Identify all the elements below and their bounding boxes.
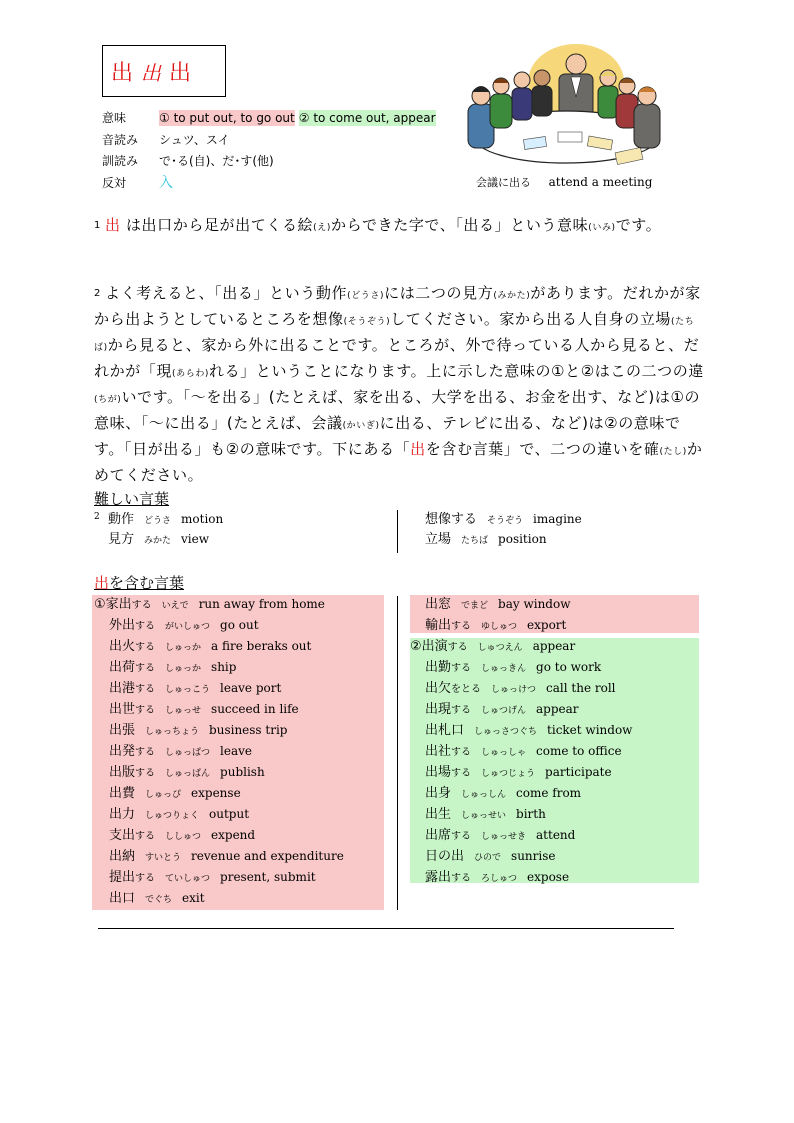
paragraph-2-text: から見ると、家から外に出ることです。ところが、外で待っている人から見ると、だれかが「現 (94, 336, 700, 380)
furigana: (そうぞう) (343, 317, 391, 327)
paragraph-2-text: があります。だれかが家から出ようとしているところを想像 (94, 284, 701, 328)
english: appear (536, 702, 579, 716)
word: 家出 (105, 597, 132, 612)
reading: しゅっきん (481, 664, 527, 674)
list-item (425, 657, 601, 678)
okurigana: する (135, 747, 156, 758)
english: sunrise (511, 849, 556, 863)
word: 出荷 (109, 660, 136, 675)
english: leave port (220, 681, 282, 695)
reading: ていしゅつ (165, 874, 211, 884)
reading: しゅっぱん (165, 769, 211, 779)
word: 出席 (425, 828, 452, 843)
reading: ろしゅつ (481, 874, 518, 884)
list-item (425, 699, 579, 720)
english: ticket window (547, 723, 633, 737)
reading: しゅっぱつ (165, 748, 211, 758)
paragraph-1-text-c: です。 (615, 216, 662, 234)
furigana: (え) (313, 223, 331, 233)
word: 出口 (109, 891, 136, 906)
list-item (109, 699, 299, 720)
word: 出張 (109, 723, 136, 738)
okurigana: する (135, 663, 156, 674)
reading: しゅっせい (461, 811, 507, 821)
okurigana: する (135, 621, 156, 632)
paragraph-2-text: には二つの見方 (384, 284, 494, 302)
list-item (109, 615, 259, 636)
word: 出生 (425, 807, 452, 822)
okurigana: する (135, 705, 156, 716)
difficult-words-title: 難しい言葉 (94, 490, 170, 508)
caption-jp: 会議に出る (476, 176, 531, 189)
english: succeed in life (211, 702, 299, 716)
word: 外出 (109, 618, 136, 633)
kanji-box (102, 45, 226, 97)
okurigana: する (451, 705, 472, 716)
english: output (209, 807, 250, 821)
list-item (109, 846, 344, 867)
english: come from (516, 786, 582, 800)
list-item (109, 678, 281, 699)
list-item (425, 783, 581, 804)
reading: しゅっしゃ (481, 748, 527, 758)
paragraph-2-text: を含む言葉」で、二つの違いを確 (425, 440, 660, 458)
meeting-illustration (466, 42, 662, 170)
kanji-square: 出 (169, 60, 192, 86)
furigana: (たし) (659, 447, 687, 457)
words-title-rest: を含む言葉 (109, 574, 185, 592)
word: 出港 (109, 681, 136, 696)
difficult-divider (397, 510, 398, 553)
english: attend (536, 828, 576, 842)
words-title (94, 572, 184, 593)
english: imagine (533, 512, 582, 526)
english: call the roll (546, 681, 616, 695)
paragraph-2-text: いです。「～を出る」(たとえば、家を出る、大学を出る、お金を出す、など)は①の意味、「～に出る」(たとえば、会議 (94, 388, 701, 432)
furigana: (どうさ) (347, 291, 385, 301)
word: 想像する (425, 512, 478, 527)
word: 出社 (425, 744, 452, 759)
caption-en: attend a meeting (548, 175, 653, 189)
paragraph-2-text: れる」ということになります。上に示した意味の①と②はこの二つの違 (209, 362, 704, 380)
word: 出世 (109, 702, 136, 717)
word: 露出 (425, 870, 452, 885)
word: 提出 (109, 870, 136, 885)
english: revenue and expenditure (191, 849, 344, 863)
list-item (425, 762, 612, 783)
words-title-key: 出 (94, 574, 110, 592)
english: go to work (536, 660, 602, 674)
word: 出力 (109, 807, 136, 822)
english: come to office (536, 744, 622, 758)
english: view (181, 532, 210, 546)
list-item (109, 804, 249, 825)
reading: いえで (161, 601, 189, 611)
okurigana: する (131, 600, 152, 611)
english: expense (191, 786, 241, 800)
list-item (425, 720, 632, 741)
furigana: (ちが) (94, 395, 122, 405)
okurigana: する (451, 747, 472, 758)
word: 日の出 (425, 849, 465, 864)
word: 立場 (425, 532, 452, 547)
okurigana: をとる (451, 684, 482, 695)
list-item (425, 846, 555, 867)
list-item (425, 615, 566, 636)
paragraph-2-key: 出 (410, 440, 426, 458)
english: present, submit (220, 870, 316, 884)
reading: ゆしゅつ (481, 622, 518, 632)
list-item (425, 825, 575, 846)
list-item (109, 762, 265, 783)
word: 出演 (421, 639, 448, 654)
english: run away from home (198, 597, 325, 611)
difficult-right-1 (425, 529, 547, 550)
reading: しゅつげん (481, 706, 527, 716)
mark: ① (94, 597, 106, 612)
reading: しゅっか (165, 664, 202, 674)
okurigana: する (447, 642, 468, 653)
meaning-1: ① to put out, to go out (159, 111, 295, 125)
illustration-caption (476, 174, 652, 190)
english: go out (220, 618, 259, 632)
list-item (109, 636, 311, 657)
bottom-rule (98, 928, 674, 929)
word: 支出 (109, 828, 136, 843)
reading: しゅつりょく (145, 811, 200, 821)
paragraph-2-text: してください。家から出る人自身の立場 (390, 310, 672, 328)
furigana: (いみ) (588, 223, 616, 233)
english: birth (516, 807, 546, 821)
kun-reading-value: で･る(自)、だ･す(他) (159, 154, 274, 168)
word: 出勤 (425, 660, 452, 675)
english: participate (545, 765, 612, 779)
reading: しゅっぴ (145, 790, 182, 800)
paragraph-2-number: 2 (94, 288, 101, 299)
english: bay window (498, 597, 571, 611)
paragraph-2-text: よく考えると、「出る」という動作 (104, 284, 348, 302)
furigana: (たちば) (94, 317, 695, 353)
reading: しゅつえん (477, 643, 523, 653)
list-item (425, 804, 546, 825)
reading: みかた (144, 536, 172, 546)
english: a fire beraks out (211, 639, 312, 653)
difficult-number: 2 (94, 512, 100, 522)
word: 動作 (108, 512, 135, 527)
reading: しゅっこう (165, 685, 211, 695)
paragraph-2-text: かめてください。 (94, 440, 703, 484)
word: 出費 (109, 786, 136, 801)
okurigana: する (451, 663, 472, 674)
meaning-label: 意味 (102, 111, 127, 125)
meaning-2: ② to come out, appear (298, 111, 436, 125)
reading: ししゅつ (165, 832, 202, 842)
word: 出場 (425, 765, 452, 780)
reading: すいとう (145, 853, 182, 863)
reading: たちば (461, 536, 489, 546)
opposite-label: 反対 (102, 176, 127, 190)
okurigana: する (135, 642, 156, 653)
words-divider (397, 596, 398, 910)
english: publish (220, 765, 265, 779)
english: motion (181, 512, 224, 526)
reading: どうさ (144, 516, 172, 526)
difficult-left-1 (108, 529, 209, 550)
okurigana: する (135, 684, 156, 695)
english: expend (211, 828, 256, 842)
furigana: (あらわ) (172, 369, 210, 379)
list-item (109, 867, 316, 888)
okurigana: する (451, 831, 472, 842)
reading: そうぞう (487, 516, 524, 526)
word: 出現 (425, 702, 452, 717)
reading: しゅっせき (481, 832, 527, 842)
list-item (109, 825, 255, 846)
word: 出版 (109, 765, 136, 780)
kanji-print: 出 (111, 60, 134, 86)
english: appear (532, 639, 576, 653)
reading: がいしゅつ (165, 622, 211, 632)
word: 出窓 (425, 597, 452, 612)
paragraph-1-text-b: からできた字で、「出る」という意味 (330, 216, 589, 234)
english: ship (211, 660, 237, 674)
reading: ひので (474, 853, 502, 863)
on-reading-value: シュツ、スイ (159, 133, 230, 147)
word: 出身 (425, 786, 452, 801)
mark: ② (410, 639, 422, 654)
paragraph-1-number: 1 (94, 220, 101, 231)
word: 出札口 (425, 723, 465, 738)
word: 輸出 (425, 618, 452, 633)
reading: しゅっしん (461, 790, 507, 800)
english: export (527, 618, 567, 632)
list-item (410, 636, 575, 657)
word: 出火 (109, 639, 136, 654)
okurigana: する (451, 768, 472, 779)
word: 出発 (109, 744, 136, 759)
opposite-value: 入 (159, 175, 173, 191)
word: 出欠 (425, 681, 452, 696)
list-item (109, 783, 241, 804)
difficult-left-0 (108, 509, 223, 530)
list-item (425, 678, 616, 699)
list-item (425, 867, 569, 888)
list-item (109, 888, 205, 909)
list-item (94, 594, 325, 615)
english: expose (527, 870, 570, 884)
paragraph-1 (94, 214, 706, 240)
okurigana: する (135, 831, 156, 842)
list-item (109, 741, 252, 762)
difficult-right-0 (425, 509, 582, 530)
reading: しゅつじょう (481, 769, 536, 779)
list-item (109, 720, 287, 741)
list-item (425, 594, 570, 615)
paragraph-2 (94, 282, 706, 487)
kun-reading-label: 訓読み (102, 154, 139, 168)
paragraph-1-key: 出 (104, 216, 121, 234)
okurigana: する (451, 621, 472, 632)
paragraph-1-text-a: は出口から足が出てくる絵 (120, 216, 314, 234)
english: leave (220, 744, 253, 758)
okurigana: する (451, 873, 472, 884)
word: 見方 (108, 532, 135, 547)
okurigana: する (135, 873, 156, 884)
word: 出納 (109, 849, 136, 864)
reading: しゅっちょう (145, 727, 200, 737)
reading: しゅっけつ (491, 685, 537, 695)
reading: でまど (461, 601, 489, 611)
okurigana: する (135, 768, 156, 779)
kanji-brush: 出 (141, 60, 162, 85)
list-item (109, 657, 236, 678)
furigana: (みかた) (493, 291, 531, 301)
english: position (498, 532, 547, 546)
english: exit (182, 891, 205, 905)
english: business trip (209, 723, 288, 737)
furigana: (かいぎ) (342, 421, 380, 431)
reading: しゅっか (165, 643, 202, 653)
on-reading-label: 音読み (102, 133, 139, 147)
paragraph-2-text: に出る、テレビに出る、など)は②の意味です。「日が出る」も②の意味です。下にある「 (94, 414, 681, 458)
list-item (425, 741, 622, 762)
reading: でぐち (145, 895, 173, 905)
reading: しゅっさつぐち (474, 727, 538, 737)
reading: しゅっせ (165, 706, 202, 716)
